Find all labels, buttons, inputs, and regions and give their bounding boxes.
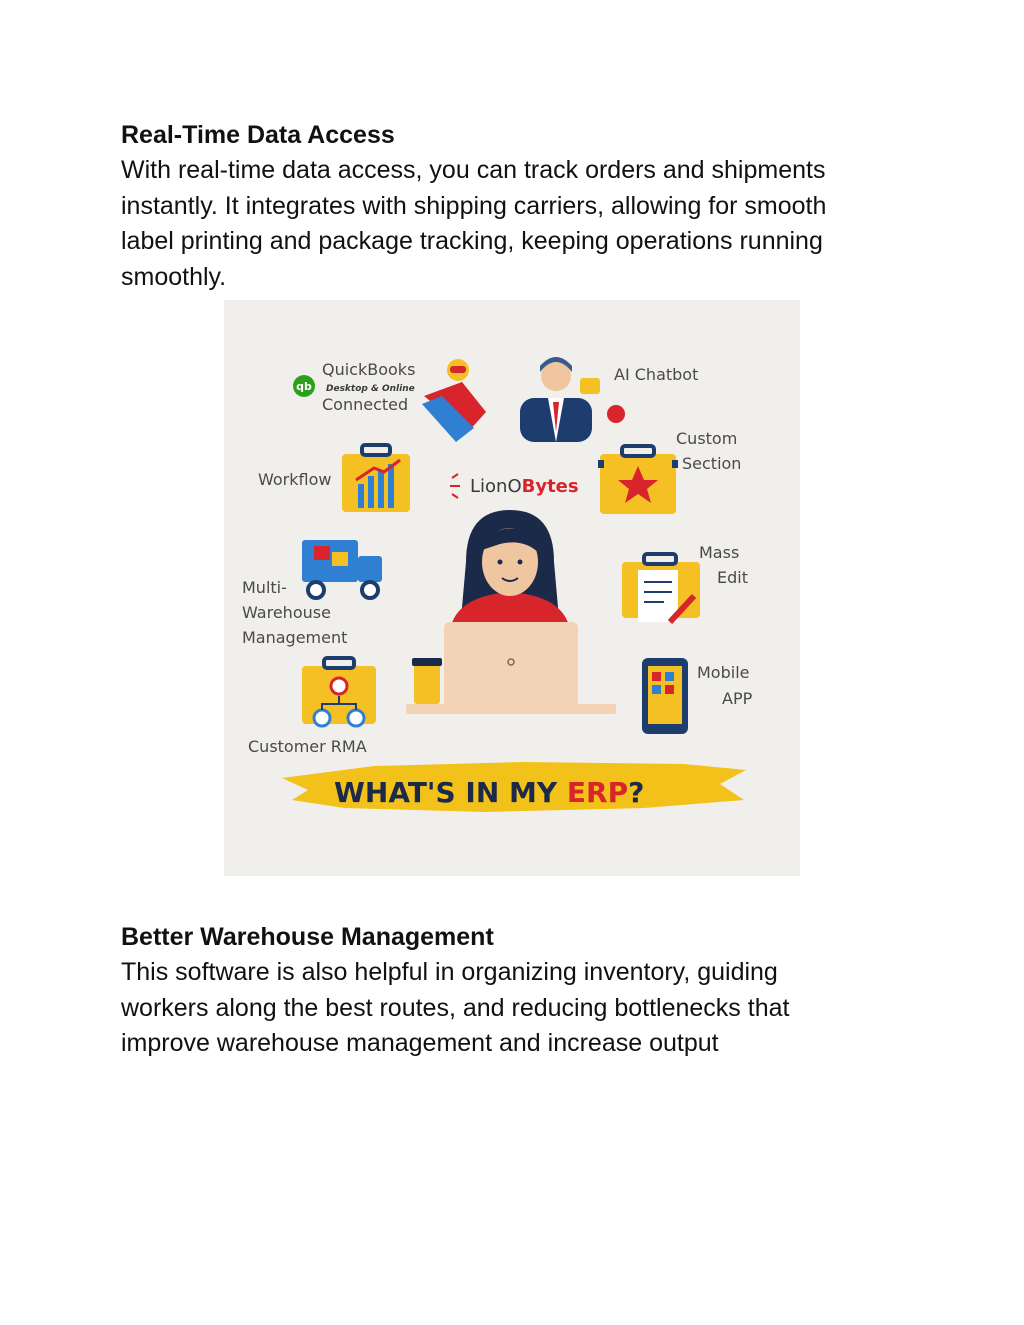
lionobytes-logo (450, 474, 579, 498)
workflow-label: Workflow (258, 470, 332, 489)
mobile-phone-icon (642, 658, 688, 734)
custom-section-label-line1: Custom (676, 429, 738, 448)
section-real-time-data-access (121, 118, 901, 295)
customer-rma-label: Customer RMA (248, 737, 367, 756)
multi-warehouse-label-line3: Management (242, 628, 348, 647)
banner-text: WHAT'S IN MY ERP? (334, 776, 645, 809)
customer-rma-briefcase-icon (302, 658, 376, 726)
paragraph-line: label printing and package tracking, keeping operations running (121, 227, 823, 255)
paragraph-line: improve warehouse management and increase output (121, 1029, 719, 1057)
erp-features-illustration (224, 300, 800, 876)
paragraph-line: workers along the best routes, and reducing bottlenecks that (121, 993, 790, 1022)
multi-warehouse-label-line1: Multi- (242, 578, 287, 597)
mobile-app-label-line1: Mobile (697, 663, 750, 682)
mass-edit-label-line1: Mass (699, 543, 740, 562)
paragraph-line: instantly. It integrates with shipping carriers, allowing for smooth (121, 191, 827, 220)
quickbooks-connected-label: Connected (322, 395, 409, 414)
mass-edit-briefcase-icon (622, 554, 700, 622)
paragraph-line: This software is also helpful in organizing inventory, guiding (121, 958, 778, 986)
quickbooks-sublabel: Desktop & Online (326, 384, 415, 394)
section-better-warehouse-management (121, 920, 901, 1062)
svg-text:LionOBytes (470, 476, 579, 497)
section-heading: Better Warehouse Management (121, 923, 494, 951)
brand-name-part2: Bytes (521, 476, 579, 497)
ai-chatbot-label: AI Chatbot (614, 365, 699, 384)
brand-name-part1: LionO (470, 476, 522, 497)
custom-section-label-line2: Section (682, 454, 742, 473)
paragraph-line: With real-time data access, you can track orders and shipments (121, 156, 826, 184)
illustration-canvas (224, 300, 800, 876)
section-heading: Real-Time Data Access (121, 121, 395, 149)
paragraph-line: smoothly. (121, 262, 227, 291)
quickbooks-label: QuickBooks (322, 360, 416, 379)
custom-section-briefcase-icon (598, 446, 678, 514)
workflow-briefcase-icon (342, 445, 410, 512)
mobile-app-label-line2: APP (722, 689, 753, 708)
quickbooks-logo-text: qb (296, 380, 312, 393)
multi-warehouse-label-line2: Warehouse (242, 603, 331, 622)
mass-edit-label-line2: Edit (717, 568, 748, 587)
